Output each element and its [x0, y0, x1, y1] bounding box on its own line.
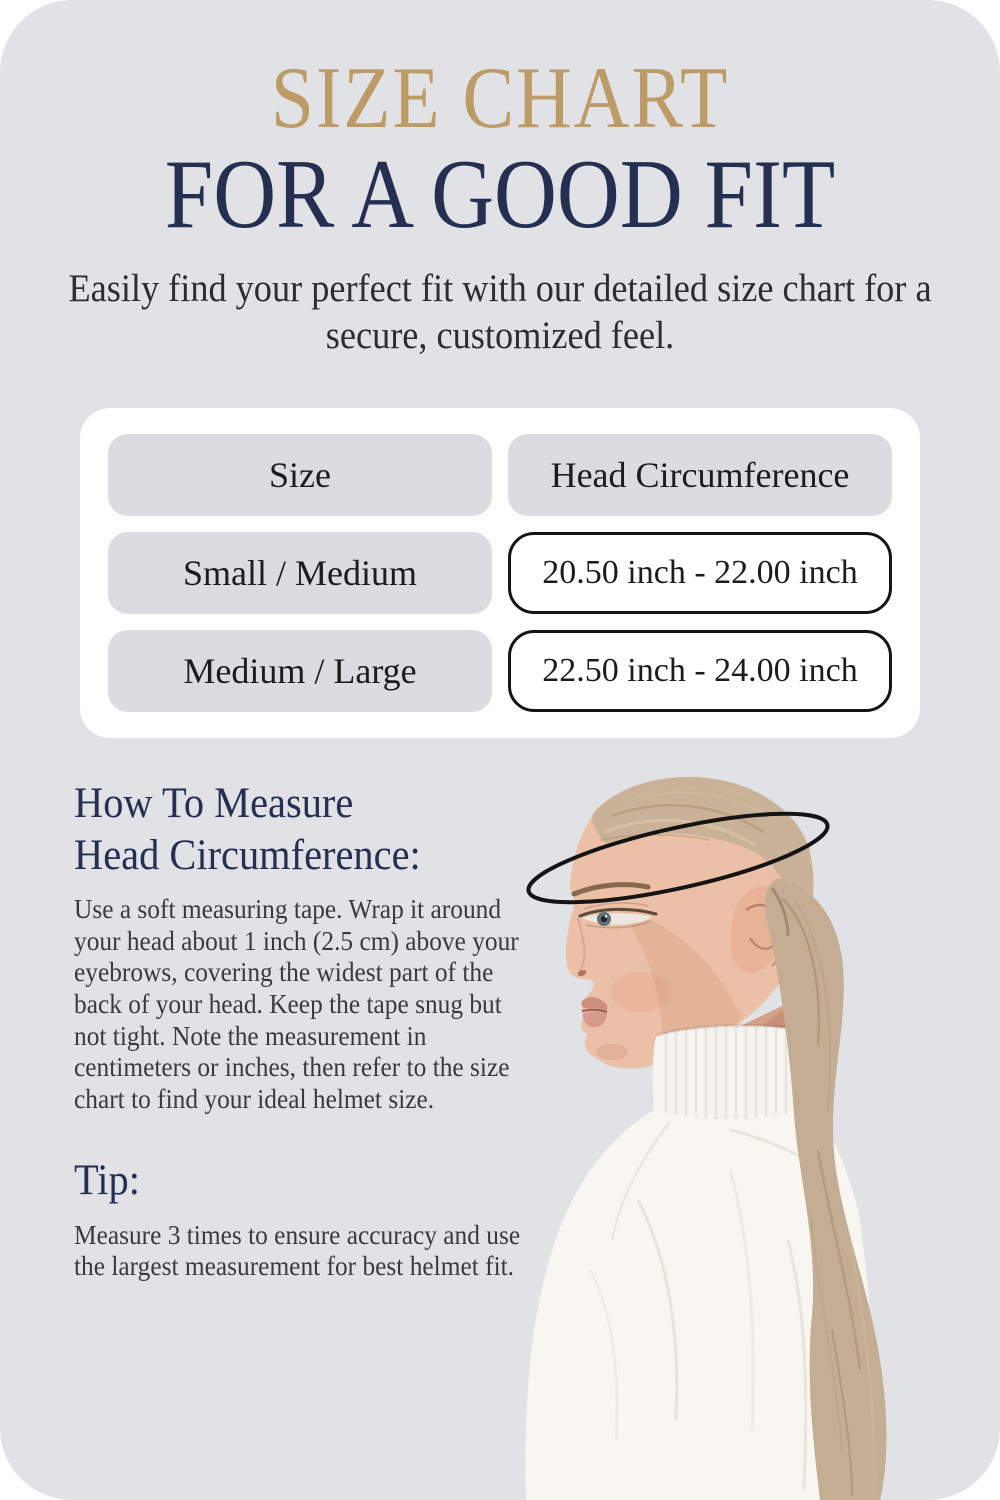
circumference-cell-medium-large: 22.50 inch - 24.00 inch	[508, 630, 892, 712]
how-to-body: Use a soft measuring tape. Wrap it around your head about 1 inch (2.5 cm) above your eyebrows, covering the widest part of the back of your head. Keep the tape snug but not tight. Note the measurement in centimeters or inches, then refer to the size chart to find your ideal helmet size.	[74, 894, 519, 1114]
how-to-heading	[74, 778, 531, 881]
page-title-gold: SIZE CHART	[270, 50, 730, 147]
column-header-circumference: Head Circumference	[508, 434, 892, 516]
intro-text: Easily find your perfect fit with our detailed size chart for a secure, customized feel.	[68, 266, 932, 358]
instructions-column	[74, 778, 560, 1283]
tip-body: Measure 3 times to ensure accuracy and use the largest measurement for best helmet fit.	[74, 1219, 521, 1282]
circumference-cell-small-medium: 20.50 inch - 22.00 inch	[508, 532, 892, 614]
page-title-navy: FOR A GOOD FIT	[164, 139, 836, 249]
header	[0, 50, 1000, 360]
how-to-heading-line1: How To Measure	[74, 780, 354, 827]
how-to-heading-line2: Head Circumference:	[74, 831, 421, 879]
size-cell-medium-large: Medium / Large	[108, 630, 492, 712]
column-header-size: Size	[108, 434, 492, 516]
tip-heading: Tip:	[74, 1157, 140, 1205]
model-photo	[520, 770, 1000, 1500]
size-table	[80, 408, 920, 738]
size-cell-small-medium: Small / Medium	[108, 532, 492, 614]
